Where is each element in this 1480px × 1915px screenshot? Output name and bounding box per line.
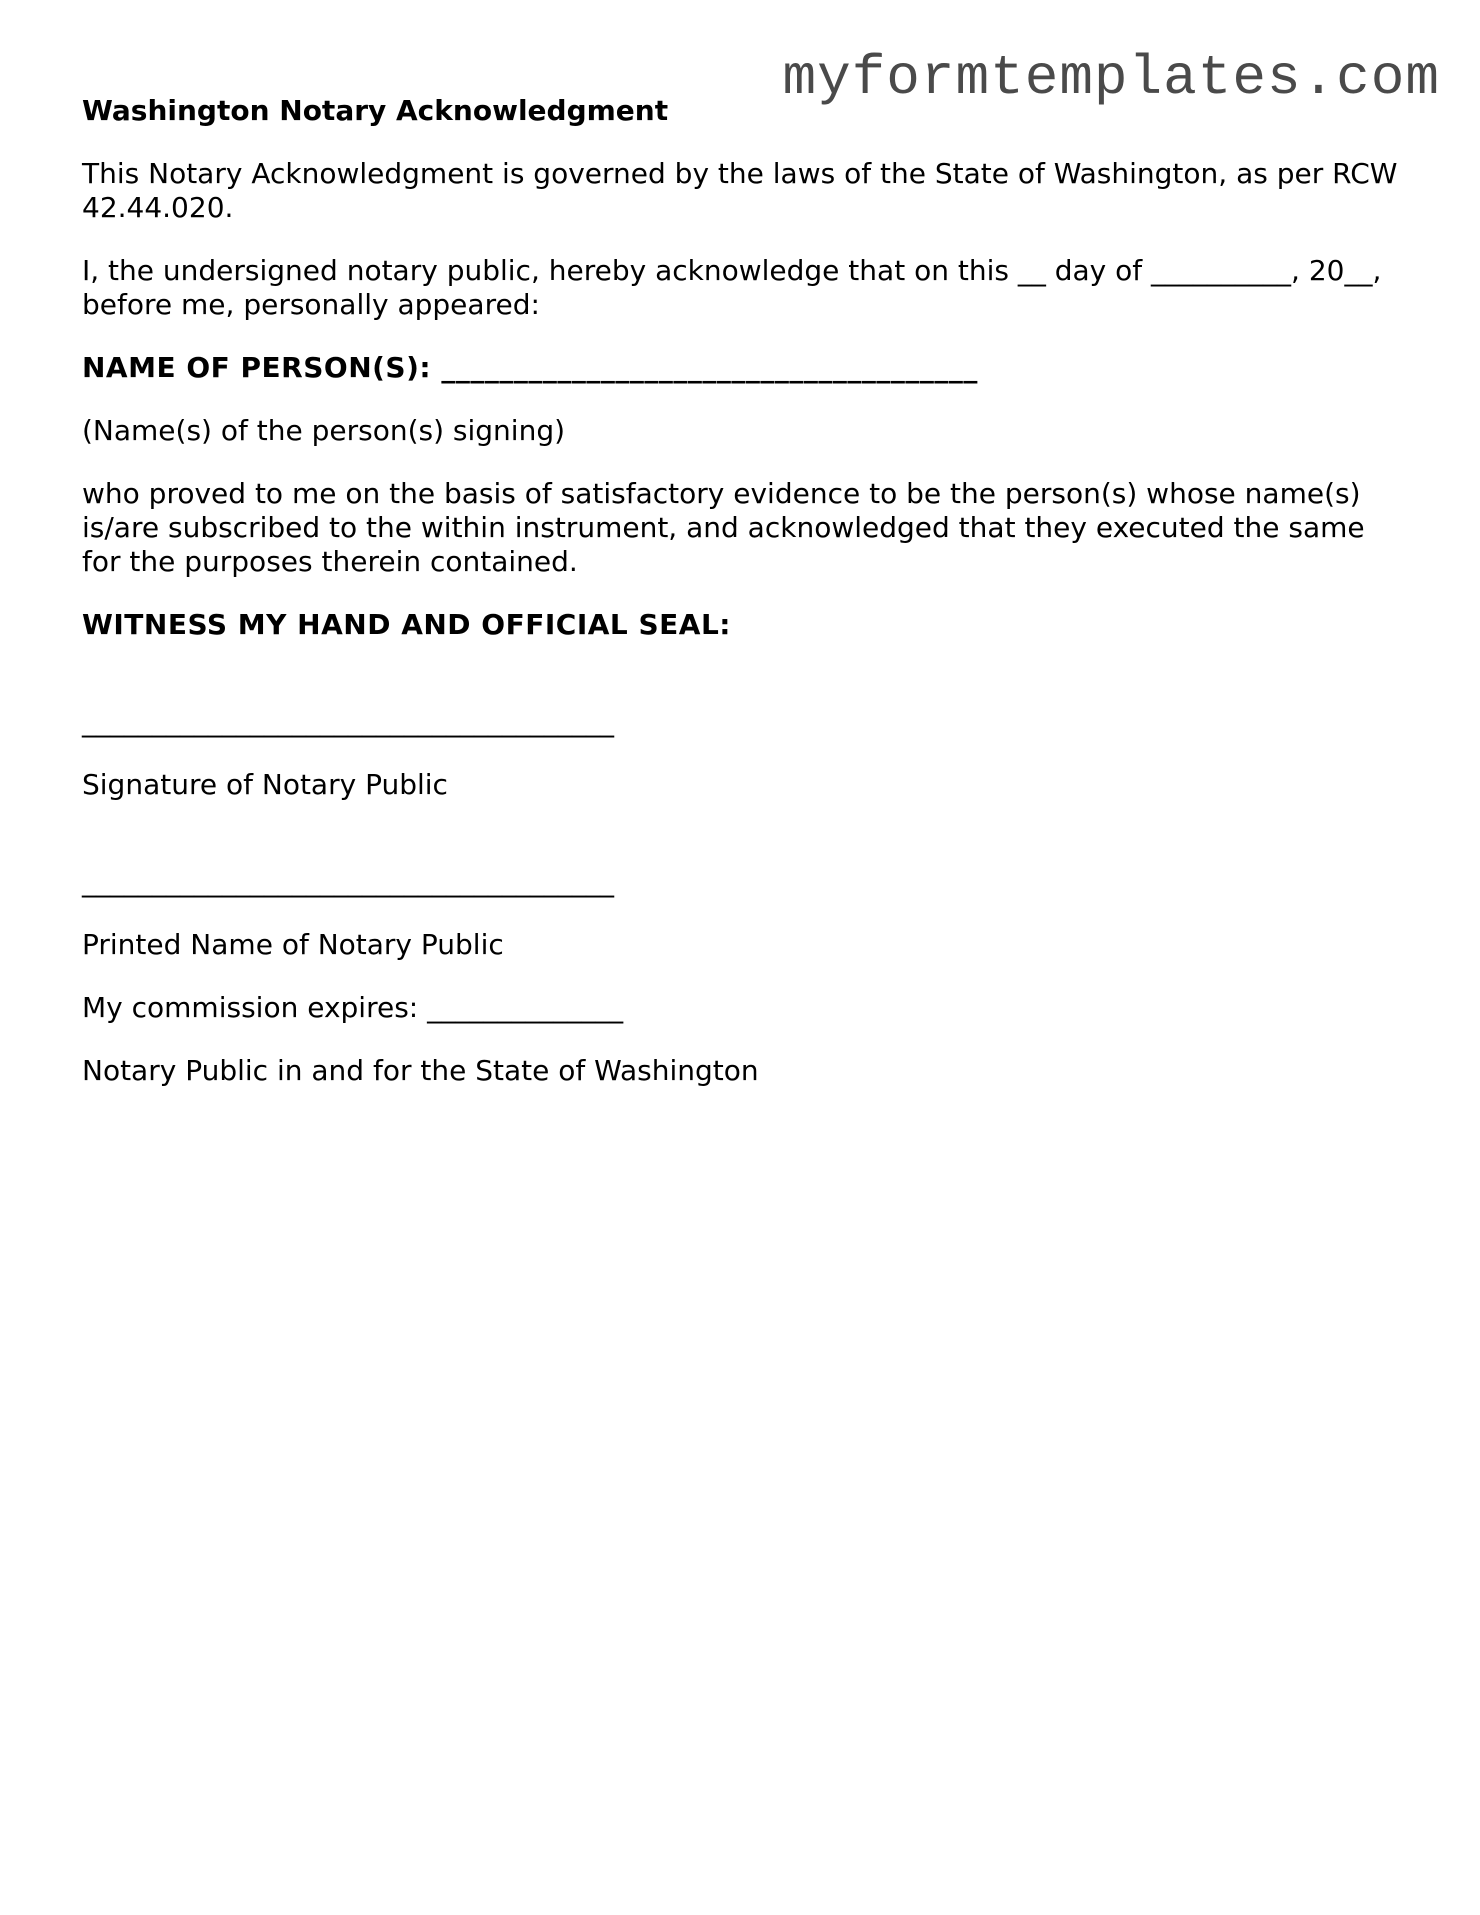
commission-expires-field [82,991,1412,1025]
witness-heading: WITNESS MY HAND AND OFFICIAL SEAL: [82,608,731,641]
notary-document [82,94,1412,1117]
jurisdiction-statement: Notary Public in and for the State of Washington [82,1054,759,1087]
governing-law-paragraph: This Notary Acknowledgment is governed by the laws of the State of Washington, as per RCW 42.44.020. [82,157,1398,224]
printed-name-gap [82,831,1412,865]
commission-blank: ______________ [427,991,624,1024]
acknowledgment-paragraph: I, the undersigned notary public, hereby acknowledge that on this __ day of __________, 20__, before me, personally appeared: [82,254,1382,321]
signature-line: ______________________________________ [82,705,614,738]
name-of-persons-blank: _____________________________________ [441,351,978,384]
printed-name-line: ______________________________________ [82,865,614,898]
signature-gap [82,671,1412,705]
signature-label: Signature of Notary Public [82,768,448,801]
proof-statement: who proved to me on the basis of satisfactory evidence to be the person(s) whose name(s) is/are subscribed to the within instrument, and acknowledged that they executed the same for the purposes therein contained. [82,477,1365,578]
commission-label: My commission expires: [82,991,419,1024]
name-of-persons-field [82,351,1412,385]
document-title: Washington Notary Acknowledgment [82,94,669,127]
watermark: myformtemplates.com [782,46,1440,110]
printed-name-label: Printed Name of Notary Public [82,928,504,961]
name-of-persons-label: NAME OF PERSON(S): [82,351,432,384]
name-hint: (Name(s) of the person(s) signing) [82,414,566,447]
